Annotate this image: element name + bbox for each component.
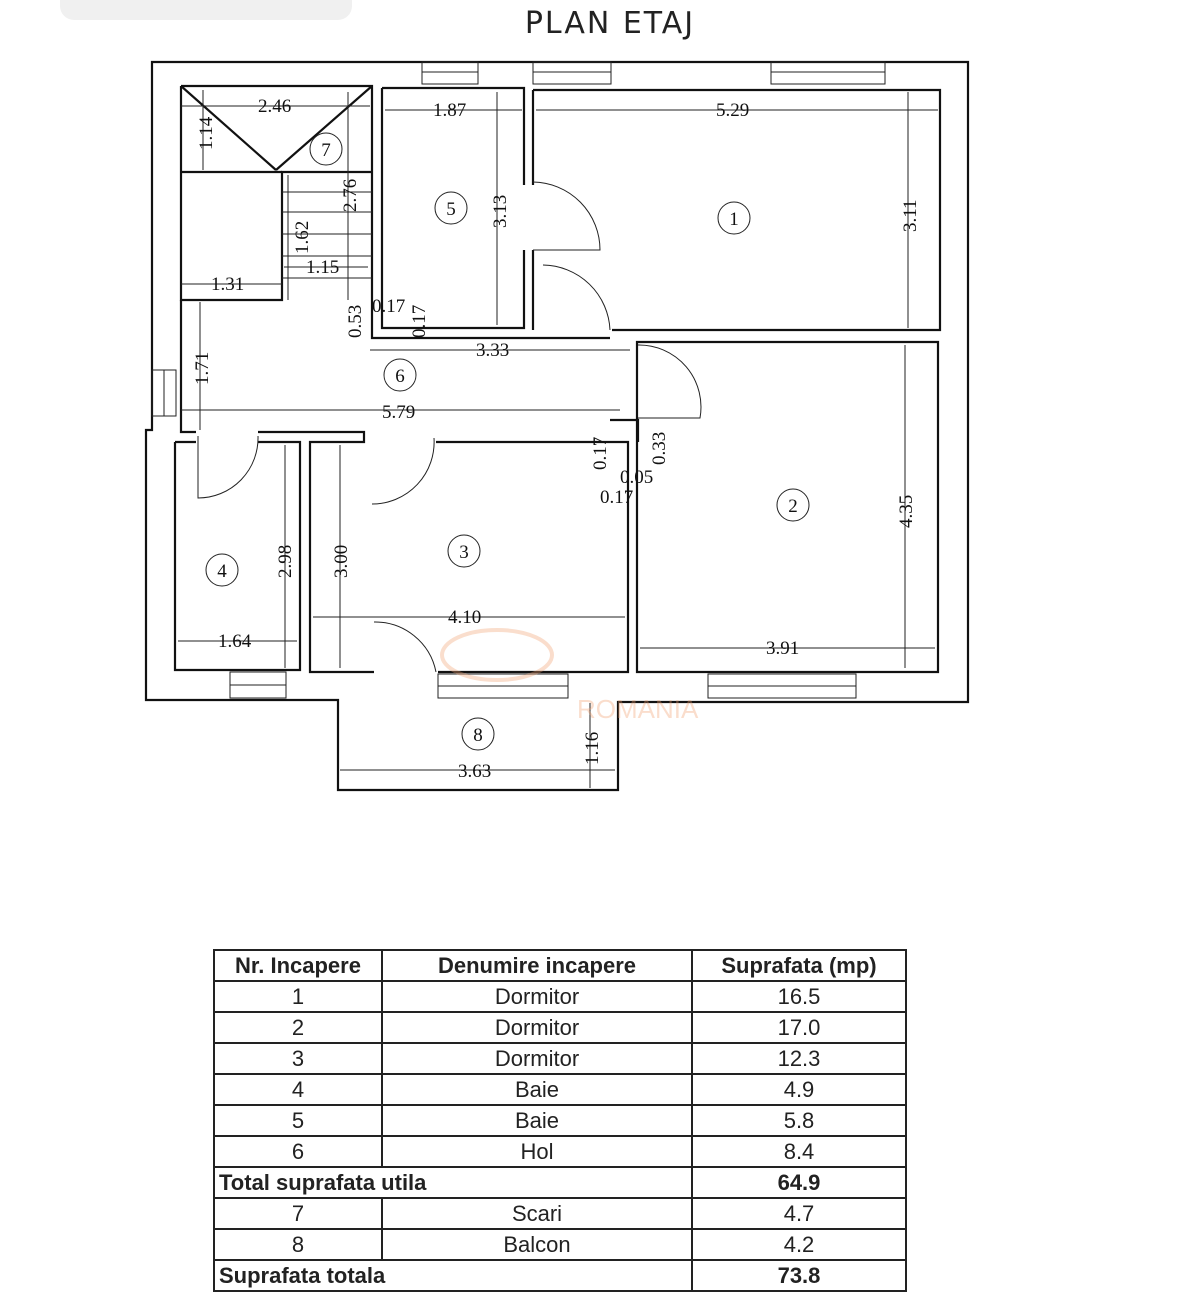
table-header <box>214 950 906 981</box>
table-row <box>214 1043 906 1074</box>
cell: 4.7 <box>692 1198 906 1229</box>
col-header: Denumire incapere <box>382 950 692 981</box>
cell: 5.8 <box>692 1105 906 1136</box>
door-swings <box>198 182 701 672</box>
dim-label: 2.98 <box>275 544 296 578</box>
room-number: 1 <box>729 209 739 230</box>
cell: 5 <box>214 1105 382 1136</box>
room-number: 3 <box>459 542 469 563</box>
dim-label: 2.76 <box>340 178 361 212</box>
watermark-text: ROMANIA <box>577 694 699 724</box>
inner-walls <box>175 86 940 672</box>
dim-label: 1.71 <box>192 351 213 385</box>
subtotal-row <box>214 1167 906 1198</box>
dim-label: 4.35 <box>896 494 917 528</box>
cell: 8.4 <box>692 1136 906 1167</box>
room-number: 2 <box>788 496 798 517</box>
dim-label: 4.10 <box>448 607 482 628</box>
table-row <box>214 981 906 1012</box>
col-header: Nr. Incapere <box>214 950 382 981</box>
dim-label: 1.15 <box>306 257 340 278</box>
plan-title: PLAN ETAJ <box>524 6 696 41</box>
room-number: 8 <box>473 725 483 746</box>
dim-label: 0.33 <box>649 431 670 465</box>
dimension-labels <box>192 96 921 782</box>
cell: Balcon <box>382 1229 692 1260</box>
dim-label: 0.17 <box>600 487 634 508</box>
cell: 12.3 <box>692 1043 906 1074</box>
cell: Dormitor <box>382 1012 692 1043</box>
cell: 2 <box>214 1012 382 1043</box>
cell: Baie <box>382 1074 692 1105</box>
dim-label: 1.16 <box>582 731 603 765</box>
cell: 4.2 <box>692 1229 906 1260</box>
cell: Scari <box>382 1198 692 1229</box>
table-row <box>214 1229 906 1260</box>
dim-label: 5.79 <box>382 402 416 423</box>
col-header: Suprafata (mp) <box>692 950 906 981</box>
watermark <box>442 630 699 724</box>
dim-label: 0.53 <box>345 304 366 338</box>
cell: 17.0 <box>692 1012 906 1043</box>
table-row <box>214 1198 906 1229</box>
dim-label: 1.87 <box>433 100 467 121</box>
cell: 4.9 <box>692 1074 906 1105</box>
room-number: 7 <box>321 140 331 161</box>
dim-label: 0.17 <box>372 296 406 317</box>
dim-label: 1.14 <box>196 116 217 150</box>
dim-label: 0.17 <box>590 436 611 470</box>
dim-label: 0.05 <box>620 467 654 488</box>
table-row <box>214 1136 906 1167</box>
dim-label: 5.29 <box>716 100 750 121</box>
dim-label: 3.00 <box>331 544 352 578</box>
cell: 6 <box>214 1136 382 1167</box>
total-row <box>214 1260 906 1291</box>
dimension-lines <box>178 90 938 788</box>
subtotal-value: 64.9 <box>692 1167 906 1198</box>
room-number: 4 <box>217 561 227 582</box>
dim-label: 2.46 <box>258 96 292 117</box>
dim-label: 3.11 <box>900 199 921 232</box>
dim-label: 0.17 <box>409 304 430 338</box>
dim-label: 3.13 <box>490 194 511 228</box>
table-row <box>214 1105 906 1136</box>
total-value: 73.8 <box>692 1260 906 1291</box>
dim-label: 3.33 <box>476 340 510 361</box>
cell: Hol <box>382 1136 692 1167</box>
cell: 7 <box>214 1198 382 1229</box>
cell: Baie <box>382 1105 692 1136</box>
subtotal-label: Total suprafata utila <box>214 1167 692 1198</box>
dim-label: 1.64 <box>218 631 252 652</box>
room-number: 5 <box>446 199 456 220</box>
cell: 4 <box>214 1074 382 1105</box>
area-table <box>213 949 907 1292</box>
dim-label: 3.63 <box>458 761 492 782</box>
dim-label: 1.62 <box>292 220 313 254</box>
table-row <box>214 1074 906 1105</box>
room-number: 6 <box>395 366 405 387</box>
cell: Dormitor <box>382 981 692 1012</box>
dim-label: 1.31 <box>211 274 245 295</box>
total-label: Suprafata totala <box>214 1260 692 1291</box>
cell: 16.5 <box>692 981 906 1012</box>
table-row <box>214 1012 906 1043</box>
dim-label: 3.91 <box>766 638 800 659</box>
cell: 8 <box>214 1229 382 1260</box>
cell: 1 <box>214 981 382 1012</box>
cell: Dormitor <box>382 1043 692 1074</box>
cell: 3 <box>214 1043 382 1074</box>
